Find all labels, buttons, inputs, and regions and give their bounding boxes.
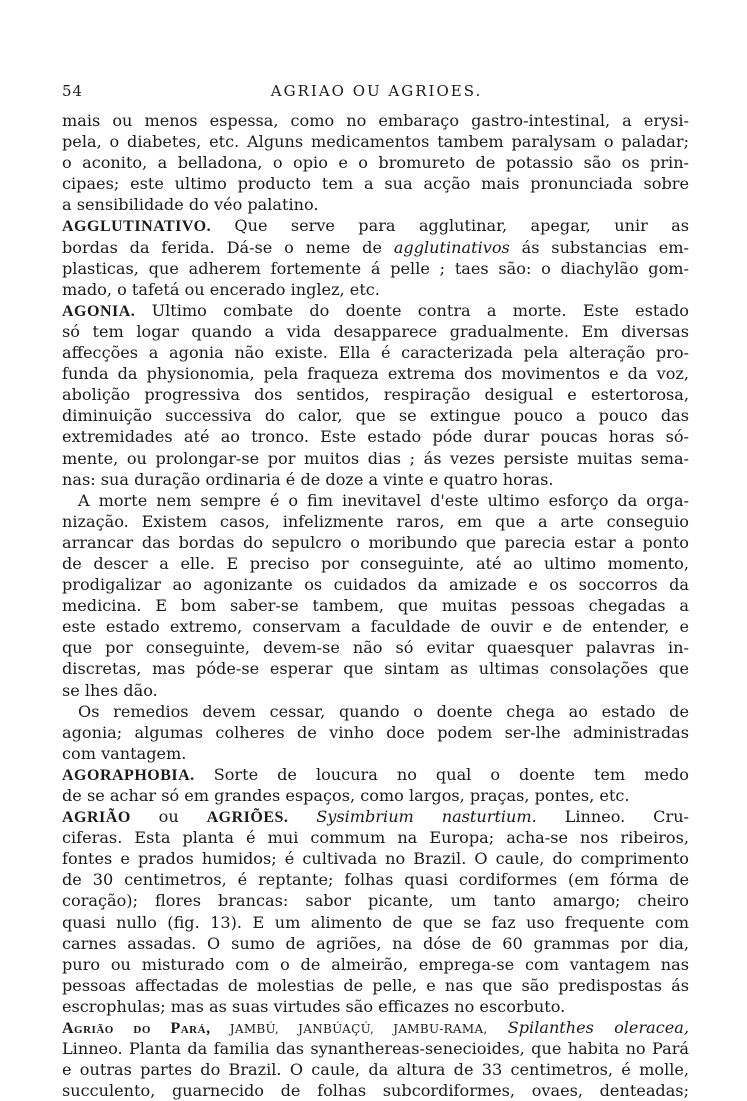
- text-line: [62, 342, 689, 363]
- line-text: bordas da ferida. Dá-se o neme de: [62, 237, 394, 257]
- text-line: [62, 131, 689, 152]
- text-line: [62, 363, 689, 384]
- text-line: [62, 553, 689, 574]
- text-line: [62, 426, 689, 447]
- line-text: Ultimo combate do doente contra a morte. Este estado: [135, 300, 689, 320]
- text-line: [62, 237, 689, 258]
- text-line: [62, 806, 689, 827]
- line-text: de se achar só em grandes espaços, como largos, praças, pontes, etc.: [62, 786, 630, 805]
- text-line: [62, 279, 689, 300]
- text-line: [62, 532, 689, 553]
- line-text: succulento, guarnecido de folhas subcordiformes, ovaes, denteadas;: [62, 1081, 689, 1101]
- line-text: coração); flores brancas: sabor picante, um tanto amargo; cheiro: [62, 891, 689, 911]
- line-text: ciferas. Esta planta é mui commum na Europa; acha-se nos ribeiros,: [62, 828, 689, 848]
- headword: Agrião do Pará,: [62, 1020, 211, 1038]
- line-text: A morte nem sempre é o fim inevitavel d'este ultimo esforço da orga-: [78, 490, 689, 510]
- page-number: 54: [62, 82, 84, 100]
- text-line: [62, 173, 689, 194]
- line-text: a sensibilidade do véo palatino.: [62, 195, 319, 215]
- text-line: [62, 764, 689, 785]
- line-text: mado, o tafetá ou encerado inglez, etc.: [62, 279, 380, 299]
- line-text: discretas, mas póde-se esperar que sintam as ultimas consolações que: [62, 659, 689, 679]
- text-line: [62, 975, 689, 996]
- running-title: AGRIAO OU AGRIOES.: [270, 82, 483, 100]
- text-line: [62, 110, 689, 131]
- headword: AGORAPHOBIA.: [62, 766, 195, 784]
- line-text: prodigalizar ao agonizante os cuidados da amizade e os soccorros da: [62, 575, 689, 595]
- line-text: quasi nullo (fig. 13). E um alimento de que se faz uso frequente com: [62, 912, 689, 932]
- text-line: [62, 469, 689, 490]
- text-line: [62, 321, 689, 342]
- line-text: abolição progressiva dos sentidos, respiração desigual e estertorosa,: [62, 385, 689, 405]
- text-line: [62, 405, 689, 426]
- line-text: o aconito, a belladona, o opio e o bromureto de potassio são os prin-: [62, 153, 689, 173]
- line-text: extremidades até ao tronco. Este estado póde durar poucas horas só-: [62, 427, 689, 447]
- text-line: [62, 595, 689, 616]
- line-text: Linneo. Planta da familia das synanthereas-senecioides, que habita no Pará: [62, 1039, 689, 1059]
- text-line: [62, 448, 689, 469]
- text-line: [62, 954, 689, 975]
- line-text: de 30 centimetros, é reptante; folhas quasi cordiformes (em fórma de: [62, 870, 689, 890]
- headword: AGONIA.: [62, 302, 136, 320]
- text-line: [62, 996, 689, 1017]
- text-line: [62, 743, 689, 764]
- line-text: carnes assadas. O sumo de agriões, na dóse de 60 grammas por dia,: [62, 933, 689, 953]
- line-text: pela, o diabetes, etc. Alguns medicamentos tambem paralysam o paladar;: [62, 132, 689, 152]
- line-text: cipaes; este ultimo producto tem a sua acção mais pronunciada sobre: [62, 174, 689, 194]
- line-text: fontes e prados humidos; é cultivada no Brazil. O caule, do comprimento: [62, 849, 689, 869]
- text-line: [62, 300, 689, 321]
- line-text: puro ou misturado com o de almeirão, emprega-se com vantagem nas: [62, 954, 689, 974]
- line-text: plasticas, que adherem fortemente á pelle ; taes são: o diachylão gom-: [62, 258, 689, 278]
- text-line: [62, 384, 689, 405]
- line-text: Sorte de loucura no qual o doente tem medo: [194, 764, 689, 784]
- text-line: [62, 616, 689, 637]
- text-line: [62, 785, 689, 806]
- text-line: [62, 827, 689, 848]
- text-line: [62, 511, 689, 532]
- text-line: [62, 637, 689, 658]
- line-text: escrophulas; mas as suas virtudes são efficazes no escorbuto.: [62, 996, 566, 1016]
- line-text: com vantagem.: [62, 743, 187, 763]
- line-text: que por conseguinte, devem-se não só evitar quaesquer palavras in-: [62, 638, 689, 658]
- text-line: [62, 574, 689, 595]
- line-text: nas: sua duração ordinaria é de doze a vinte e quatro horas.: [62, 469, 554, 489]
- text-line: [62, 215, 689, 236]
- italic-term: Spilanthes oleracea,: [487, 1018, 689, 1038]
- text-line: [62, 933, 689, 954]
- line-text: nização. Existem casos, infelizmente raros, em que a arte conseguio: [62, 511, 689, 531]
- text-line: [62, 258, 689, 279]
- text-line: [62, 194, 689, 215]
- text-line: [62, 1038, 689, 1059]
- line-text: affecções a agonia não existe. Ella é caracterizada pela alteração pro-: [62, 343, 689, 363]
- line-text: Os remedios devem cessar, quando o doente chega ao estado de: [78, 701, 689, 721]
- italic-term: Sysimbrium nasturtium.: [288, 807, 537, 827]
- line-text: e outras partes do Brazil. O caule, da altura de 33 centimetros, é molle,: [62, 1060, 689, 1080]
- line-text: de descer a elle. E preciso por conseguinte, até ao ultimo momento,: [62, 553, 689, 573]
- headword: AGRIÕES.: [206, 809, 289, 827]
- synonyms: JAMBÚ, JANBÚAÇÚ, JAMBU-RAMA,: [210, 1022, 488, 1037]
- text-line: [62, 490, 689, 511]
- line-text: ou: [130, 807, 207, 827]
- text-line: [62, 152, 689, 173]
- text-line: [62, 680, 689, 701]
- text-line: [62, 912, 689, 933]
- headword: AGGLUTINATIVO.: [62, 218, 212, 236]
- line-text: medicina. E bom saber-se tambem, que muitas pessoas chegadas a: [62, 596, 689, 616]
- page-header: [62, 82, 691, 108]
- line-text: pessoas affectadas de molestias de pelle, e nas que são predispostas ás: [62, 975, 689, 995]
- text-line: [62, 890, 689, 911]
- italic-term: agglutinativos: [393, 237, 510, 257]
- text-line: [62, 1080, 689, 1101]
- text-line: [62, 1059, 689, 1080]
- line-text: funda da physionomia, pela fraqueza extrema dos movimentos e da voz,: [62, 364, 689, 384]
- article-body: [62, 110, 689, 1101]
- line-text: mente, ou prolongar-se por muitos dias ; ás vezes persiste muitas sema-: [62, 448, 689, 468]
- line-text: ás substancias em-: [509, 237, 689, 257]
- line-text: Linneo. Cru-: [536, 807, 689, 827]
- line-text: diminuição successiva do calor, que se extingue pouco a pouco das: [62, 406, 689, 426]
- line-text: só tem logar quando a vida desapparece gradualmente. Em diversas: [62, 321, 689, 341]
- text-line: [62, 848, 689, 869]
- line-text: este estado extremo, conservam a faculdade de ouvir e de entender, e: [62, 617, 689, 637]
- headword: AGRIÃO: [62, 809, 131, 827]
- text-line: [62, 701, 689, 722]
- line-text: se lhes dão.: [62, 680, 158, 700]
- text-line: [62, 1017, 689, 1038]
- text-line: [62, 869, 689, 890]
- text-line: [62, 658, 689, 679]
- line-text: arrancar das bordas do sepulcro o moribundo que parecia estar a ponto: [62, 532, 689, 552]
- text-line: [62, 722, 689, 743]
- line-text: mais ou menos espessa, como no embaraço gastro-intestinal, a erysi-: [62, 111, 689, 130]
- line-text: Que serve para agglutinar, apegar, unir as: [211, 216, 689, 236]
- line-text: agonia; algumas colheres de vinho doce podem ser-lhe administradas: [62, 722, 689, 742]
